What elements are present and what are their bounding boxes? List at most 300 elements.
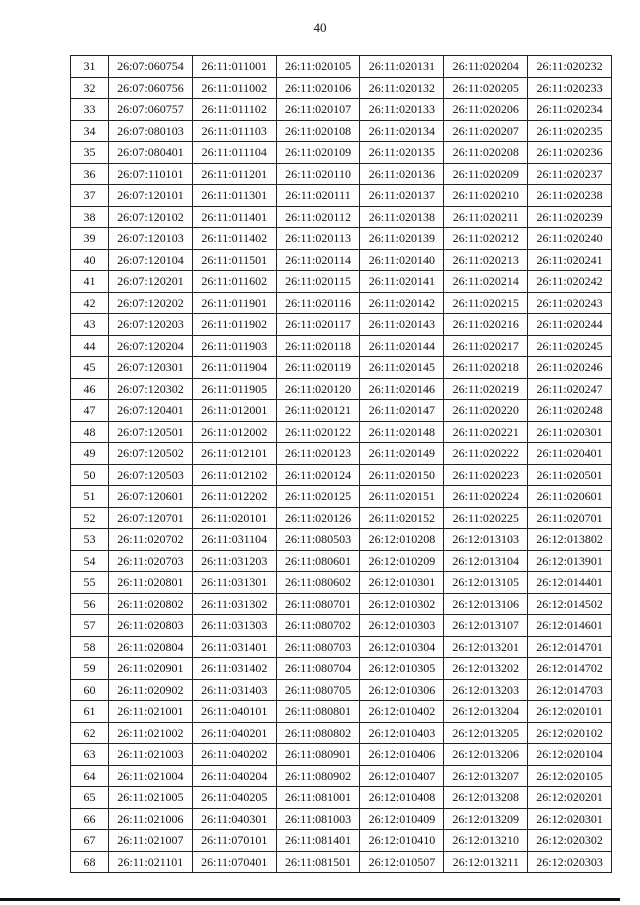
table-row: [71, 378, 612, 400]
row-number-cell: 34: [71, 120, 109, 142]
cadastral-number-cell: 26:11:020106: [276, 77, 360, 99]
cadastral-number-cell: 26:11:031104: [192, 529, 276, 551]
cadastral-number-cell: 26:11:020110: [276, 163, 360, 185]
cadastral-number-cell: 26:11:020141: [360, 271, 444, 293]
table-row: [71, 787, 612, 809]
cadastral-number-cell: 26:07:060756: [109, 77, 193, 99]
cadastral-number-cell: 26:07:120401: [109, 400, 193, 422]
table-row: [71, 679, 612, 701]
cadastral-number-cell: 26:11:020224: [444, 486, 528, 508]
cadastral-number-cell: 26:11:020216: [444, 314, 528, 336]
cadastral-number-cell: 26:07:120701: [109, 507, 193, 529]
cadastral-number-cell: 26:07:120202: [109, 292, 193, 314]
table-row: [71, 142, 612, 164]
cadastral-number-cell: 26:11:020214: [444, 271, 528, 293]
cadastral-number-cell: 26:12:013204: [444, 701, 528, 723]
cadastral-number-cell: 26:11:011103: [192, 120, 276, 142]
cadastral-number-cell: 26:11:020238: [528, 185, 612, 207]
cadastral-number-cell: 26:11:021003: [109, 744, 193, 766]
table-row: [71, 765, 612, 787]
cadastral-number-cell: 26:11:020145: [360, 357, 444, 379]
cadastral-number-cell: 26:11:020237: [528, 163, 612, 185]
row-number-cell: 45: [71, 357, 109, 379]
cadastral-number-cell: 26:11:021005: [109, 787, 193, 809]
cadastral-number-cell: 26:11:040301: [192, 808, 276, 830]
cadastral-number-cell: 26:11:020703: [109, 550, 193, 572]
cadastral-number-cell: 26:12:013201: [444, 636, 528, 658]
cadastral-number-cell: 26:11:020149: [360, 443, 444, 465]
cadastral-number-cell: 26:11:021004: [109, 765, 193, 787]
cadastral-number-cell: 26:07:060754: [109, 56, 193, 78]
cadastral-number-cell: 26:11:020211: [444, 206, 528, 228]
cadastral-number-cell: 26:12:014502: [528, 593, 612, 615]
table-body: [71, 56, 612, 873]
cadastral-number-cell: 26:11:020205: [444, 77, 528, 99]
cadastral-number-cell: 26:11:020108: [276, 120, 360, 142]
cadastral-number-cell: 26:11:020248: [528, 400, 612, 422]
table-row: [71, 507, 612, 529]
cadastral-number-cell: 26:11:020501: [528, 464, 612, 486]
cadastral-number-cell: 26:11:020123: [276, 443, 360, 465]
cadastral-number-cell: 26:07:080401: [109, 142, 193, 164]
cadastral-number-cell: 26:12:020105: [528, 765, 612, 787]
cadastral-number-cell: 26:11:020147: [360, 400, 444, 422]
cadastral-number-cell: 26:12:020303: [528, 851, 612, 873]
cadastral-number-cell: 26:12:013203: [444, 679, 528, 701]
row-number-cell: 57: [71, 615, 109, 637]
cadastral-number-cell: 26:12:013206: [444, 744, 528, 766]
cadastral-number-cell: 26:11:020232: [528, 56, 612, 78]
cadastral-number-cell: 26:11:011902: [192, 314, 276, 336]
cadastral-number-cell: 26:07:120204: [109, 335, 193, 357]
cadastral-number-cell: 26:11:020223: [444, 464, 528, 486]
row-number-cell: 66: [71, 808, 109, 830]
cadastral-number-cell: 26:11:020213: [444, 249, 528, 271]
row-number-cell: 46: [71, 378, 109, 400]
cadastral-number-cell: 26:07:120101: [109, 185, 193, 207]
cadastral-number-cell: 26:11:020241: [528, 249, 612, 271]
table-row: [71, 228, 612, 250]
cadastral-number-cell: 26:11:021001: [109, 701, 193, 723]
cadastral-number-cell: 26:11:020244: [528, 314, 612, 336]
cadastral-number-cell: 26:12:013104: [444, 550, 528, 572]
cadastral-number-cell: 26:12:013210: [444, 830, 528, 852]
row-number-cell: 63: [71, 744, 109, 766]
cadastral-number-cell: 26:11:020101: [192, 507, 276, 529]
cadastral-number-cell: 26:11:020122: [276, 421, 360, 443]
table-row: [71, 185, 612, 207]
cadastral-number-cell: 26:11:020236: [528, 142, 612, 164]
cadastral-number-cell: 26:11:020140: [360, 249, 444, 271]
row-number-cell: 65: [71, 787, 109, 809]
cadastral-number-cell: 26:11:031303: [192, 615, 276, 637]
row-number-cell: 37: [71, 185, 109, 207]
cadastral-number-cell: 26:11:020301: [528, 421, 612, 443]
cadastral-number-cell: 26:12:010410: [360, 830, 444, 852]
row-number-cell: 33: [71, 99, 109, 121]
row-number-cell: 44: [71, 335, 109, 357]
cadastral-number-cell: 26:11:020113: [276, 228, 360, 250]
cadastral-number-cell: 26:11:080702: [276, 615, 360, 637]
cadastral-number-cell: 26:12:010303: [360, 615, 444, 637]
cadastral-number-cell: 26:11:020701: [528, 507, 612, 529]
cadastral-number-cell: 26:12:014703: [528, 679, 612, 701]
cadastral-number-cell: 26:11:080602: [276, 572, 360, 594]
cadastral-number-cell: 26:11:012101: [192, 443, 276, 465]
cadastral-number-cell: 26:12:013208: [444, 787, 528, 809]
cadastral-number-cell: 26:11:020233: [528, 77, 612, 99]
cadastral-number-cell: 26:11:020112: [276, 206, 360, 228]
row-number-cell: 42: [71, 292, 109, 314]
table-row: [71, 206, 612, 228]
row-number-cell: 31: [71, 56, 109, 78]
cadastral-number-cell: 26:07:060757: [109, 99, 193, 121]
cadastral-number-cell: 26:12:020101: [528, 701, 612, 723]
table-row: [71, 830, 612, 852]
table-row: [71, 722, 612, 744]
row-number-cell: 51: [71, 486, 109, 508]
cadastral-number-cell: 26:11:031203: [192, 550, 276, 572]
cadastral-number-cell: 26:12:010302: [360, 593, 444, 615]
row-number-cell: 62: [71, 722, 109, 744]
table-row: [71, 314, 612, 336]
cadastral-number-cell: 26:12:013107: [444, 615, 528, 637]
cadastral-number-cell: 26:07:120502: [109, 443, 193, 465]
cadastral-number-cell: 26:11:081501: [276, 851, 360, 873]
cadastral-number-cell: 26:11:020111: [276, 185, 360, 207]
cadastral-number-cell: 26:11:020803: [109, 615, 193, 637]
cadastral-number-cell: 26:11:080901: [276, 744, 360, 766]
cadastral-number-cell: 26:12:010406: [360, 744, 444, 766]
cadastral-number-cell: 26:11:020132: [360, 77, 444, 99]
cadastral-number-cell: 26:11:020135: [360, 142, 444, 164]
cadastral-number-cell: 26:11:020105: [276, 56, 360, 78]
table-row: [71, 615, 612, 637]
cadastral-number-cell: 26:11:020133: [360, 99, 444, 121]
row-number-cell: 50: [71, 464, 109, 486]
cadastral-number-cell: 26:11:080701: [276, 593, 360, 615]
cadastral-number-cell: 26:07:120501: [109, 421, 193, 443]
table-row: [71, 808, 612, 830]
cadastral-number-cell: 26:11:011401: [192, 206, 276, 228]
cadastral-number-cell: 26:11:080705: [276, 679, 360, 701]
cadastral-number-cell: 26:11:020117: [276, 314, 360, 336]
cadastral-number-cell: 26:12:010403: [360, 722, 444, 744]
cadastral-number-cell: 26:11:020142: [360, 292, 444, 314]
cadastral-number-cell: 26:11:020115: [276, 271, 360, 293]
cadastral-number-cell: 26:11:020126: [276, 507, 360, 529]
cadastral-number-cell: 26:11:020247: [528, 378, 612, 400]
row-number-cell: 43: [71, 314, 109, 336]
cadastral-number-cell: 26:11:021006: [109, 808, 193, 830]
cadastral-number-cell: 26:11:011903: [192, 335, 276, 357]
row-number-cell: 61: [71, 701, 109, 723]
cadastral-number-cell: 26:12:020302: [528, 830, 612, 852]
cadastral-number-cell: 26:11:020401: [528, 443, 612, 465]
cadastral-number-cell: 26:11:020118: [276, 335, 360, 357]
cadastral-number-cell: 26:11:020204: [444, 56, 528, 78]
cadastral-number-cell: 26:11:011102: [192, 99, 276, 121]
row-number-cell: 49: [71, 443, 109, 465]
row-number-cell: 36: [71, 163, 109, 185]
cadastral-number-cell: 26:11:070101: [192, 830, 276, 852]
cadastral-number-cell: 26:11:020804: [109, 636, 193, 658]
cadastral-number-cell: 26:12:013211: [444, 851, 528, 873]
cadastral-number-cell: 26:07:120503: [109, 464, 193, 486]
cadastral-number-cell: 26:11:011905: [192, 378, 276, 400]
table-row: [71, 550, 612, 572]
cadastral-number-cell: 26:07:120104: [109, 249, 193, 271]
cadastral-number-cell: 26:11:081003: [276, 808, 360, 830]
cadastral-number-cell: 26:12:010408: [360, 787, 444, 809]
cadastral-number-cell: 26:12:020201: [528, 787, 612, 809]
cadastral-number-cell: 26:11:080802: [276, 722, 360, 744]
cadastral-number-cell: 26:11:020134: [360, 120, 444, 142]
cadastral-number-cell: 26:11:011104: [192, 142, 276, 164]
table-row: [71, 701, 612, 723]
cadastral-number-cell: 26:11:081401: [276, 830, 360, 852]
cadastral-number-cell: 26:12:013802: [528, 529, 612, 551]
cadastral-number-cell: 26:11:020210: [444, 185, 528, 207]
cadastral-number-cell: 26:11:020245: [528, 335, 612, 357]
cadastral-number-cell: 26:12:013103: [444, 529, 528, 551]
row-number-cell: 58: [71, 636, 109, 658]
table-row: [71, 572, 612, 594]
table-row: [71, 335, 612, 357]
cadastral-number-cell: 26:12:010306: [360, 679, 444, 701]
table-row: [71, 56, 612, 78]
cadastral-number-cell: 26:11:031302: [192, 593, 276, 615]
table-row: [71, 357, 612, 379]
table-row: [71, 249, 612, 271]
table-row: [71, 163, 612, 185]
cadastral-number-cell: 26:12:014401: [528, 572, 612, 594]
cadastral-number-cell: 26:12:020301: [528, 808, 612, 830]
table-row: [71, 851, 612, 873]
row-number-cell: 38: [71, 206, 109, 228]
cadastral-number-cell: 26:07:120203: [109, 314, 193, 336]
cadastral-number-cell: 26:11:020246: [528, 357, 612, 379]
cadastral-number-cell: 26:11:011602: [192, 271, 276, 293]
table-row: [71, 421, 612, 443]
row-number-cell: 56: [71, 593, 109, 615]
table-row: [71, 292, 612, 314]
cadastral-number-cell: 26:11:020150: [360, 464, 444, 486]
cadastral-number-cell: 26:11:080801: [276, 701, 360, 723]
cadastral-number-cell: 26:11:020222: [444, 443, 528, 465]
cadastral-number-cell: 26:11:020240: [528, 228, 612, 250]
cadastral-number-cell: 26:07:120301: [109, 357, 193, 379]
cadastral-number-cell: 26:11:021101: [109, 851, 193, 873]
cadastral-number-cell: 26:11:040101: [192, 701, 276, 723]
cadastral-number-cell: 26:11:020243: [528, 292, 612, 314]
table-row: [71, 636, 612, 658]
row-number-cell: 68: [71, 851, 109, 873]
cadastral-number-cell: 26:07:120601: [109, 486, 193, 508]
cadastral-number-cell: 26:11:012102: [192, 464, 276, 486]
cadastral-number-cell: 26:11:080704: [276, 658, 360, 680]
cadastral-number-cell: 26:11:011201: [192, 163, 276, 185]
cadastral-number-cell: 26:12:010304: [360, 636, 444, 658]
cadastral-number-cell: 26:12:013209: [444, 808, 528, 830]
cadastral-number-cell: 26:11:020801: [109, 572, 193, 594]
page-number: 40: [313, 20, 327, 35]
table-row: [71, 593, 612, 615]
cadastral-number-cell: 26:11:040201: [192, 722, 276, 744]
cadastral-number-cell: 26:11:011002: [192, 77, 276, 99]
cadastral-number-cell: 26:11:020146: [360, 378, 444, 400]
table-row: [71, 744, 612, 766]
cadastral-quarters-table: [70, 55, 612, 873]
cadastral-number-cell: 26:11:020239: [528, 206, 612, 228]
cadastral-number-cell: 26:11:031301: [192, 572, 276, 594]
cadastral-number-cell: 26:11:020225: [444, 507, 528, 529]
cadastral-number-cell: 26:12:013205: [444, 722, 528, 744]
cadastral-number-cell: 26:12:010409: [360, 808, 444, 830]
cadastral-number-cell: 26:07:120102: [109, 206, 193, 228]
cadastral-number-cell: 26:11:020209: [444, 163, 528, 185]
cadastral-number-cell: 26:11:020121: [276, 400, 360, 422]
cadastral-number-cell: 26:11:020137: [360, 185, 444, 207]
cadastral-number-cell: 26:07:120302: [109, 378, 193, 400]
row-number-cell: 60: [71, 679, 109, 701]
cadastral-number-cell: 26:11:020208: [444, 142, 528, 164]
cadastral-number-cell: 26:12:013106: [444, 593, 528, 615]
table-row: [71, 529, 612, 551]
cadastral-number-cell: 26:11:080703: [276, 636, 360, 658]
cadastral-number-cell: 26:11:020901: [109, 658, 193, 680]
table-row: [71, 486, 612, 508]
row-number-cell: 54: [71, 550, 109, 572]
cadastral-number-cell: 26:12:014702: [528, 658, 612, 680]
cadastral-number-cell: 26:11:011001: [192, 56, 276, 78]
cadastral-number-cell: 26:11:031402: [192, 658, 276, 680]
row-number-cell: 32: [71, 77, 109, 99]
cadastral-number-cell: 26:11:080503: [276, 529, 360, 551]
cadastral-number-cell: 26:11:020151: [360, 486, 444, 508]
cadastral-number-cell: 26:12:010507: [360, 851, 444, 873]
cadastral-number-cell: 26:11:020601: [528, 486, 612, 508]
cadastral-number-cell: 26:11:021007: [109, 830, 193, 852]
cadastral-number-cell: 26:11:020138: [360, 206, 444, 228]
cadastral-number-cell: 26:11:012001: [192, 400, 276, 422]
cadastral-number-cell: 26:11:020207: [444, 120, 528, 142]
row-number-cell: 40: [71, 249, 109, 271]
cadastral-number-cell: 26:11:020212: [444, 228, 528, 250]
cadastral-number-cell: 26:11:011301: [192, 185, 276, 207]
cadastral-number-cell: 26:11:020124: [276, 464, 360, 486]
table-row: [71, 400, 612, 422]
cadastral-number-cell: 26:12:013901: [528, 550, 612, 572]
cadastral-number-cell: 26:12:010407: [360, 765, 444, 787]
table-row: [71, 77, 612, 99]
cadastral-number-cell: 26:11:020215: [444, 292, 528, 314]
cadastral-number-cell: 26:11:020125: [276, 486, 360, 508]
cadastral-number-cell: 26:11:020114: [276, 249, 360, 271]
cadastral-number-cell: 26:11:021002: [109, 722, 193, 744]
cadastral-number-cell: 26:11:020235: [528, 120, 612, 142]
cadastral-number-cell: 26:11:020144: [360, 335, 444, 357]
cadastral-number-cell: 26:11:080902: [276, 765, 360, 787]
cadastral-number-cell: 26:11:020109: [276, 142, 360, 164]
table-row: [71, 120, 612, 142]
cadastral-number-cell: 26:11:020220: [444, 400, 528, 422]
cadastral-number-cell: 26:12:014601: [528, 615, 612, 637]
cadastral-number-cell: 26:11:081001: [276, 787, 360, 809]
cadastral-number-cell: 26:11:011402: [192, 228, 276, 250]
cadastral-number-cell: 26:11:020143: [360, 314, 444, 336]
cadastral-number-cell: 26:12:013105: [444, 572, 528, 594]
cadastral-number-cell: 26:11:031401: [192, 636, 276, 658]
cadastral-number-cell: 26:11:020148: [360, 421, 444, 443]
row-number-cell: 59: [71, 658, 109, 680]
row-number-cell: 64: [71, 765, 109, 787]
cadastral-number-cell: 26:11:020107: [276, 99, 360, 121]
row-number-cell: 67: [71, 830, 109, 852]
cadastral-number-cell: 26:11:020217: [444, 335, 528, 357]
cadastral-number-cell: 26:11:020702: [109, 529, 193, 551]
cadastral-number-cell: 26:11:020234: [528, 99, 612, 121]
cadastral-number-cell: 26:11:020206: [444, 99, 528, 121]
table-row: [71, 658, 612, 680]
cadastral-number-cell: 26:11:040202: [192, 744, 276, 766]
row-number-cell: 41: [71, 271, 109, 293]
cadastral-number-cell: 26:11:012002: [192, 421, 276, 443]
cadastral-number-cell: 26:11:020902: [109, 679, 193, 701]
cadastral-number-cell: 26:12:010209: [360, 550, 444, 572]
cadastral-number-cell: 26:11:040205: [192, 787, 276, 809]
cadastral-number-cell: 26:12:014701: [528, 636, 612, 658]
cadastral-number-cell: 26:12:010301: [360, 572, 444, 594]
cadastral-number-cell: 26:11:011901: [192, 292, 276, 314]
row-number-cell: 55: [71, 572, 109, 594]
table-row: [71, 464, 612, 486]
cadastral-number-cell: 26:07:110101: [109, 163, 193, 185]
cadastral-number-cell: 26:11:020131: [360, 56, 444, 78]
cadastral-number-cell: 26:11:040204: [192, 765, 276, 787]
cadastral-number-cell: 26:12:020102: [528, 722, 612, 744]
row-number-cell: 53: [71, 529, 109, 551]
cadastral-number-cell: 26:11:020139: [360, 228, 444, 250]
cadastral-number-cell: 26:07:080103: [109, 120, 193, 142]
cadastral-number-cell: 26:12:010402: [360, 701, 444, 723]
row-number-cell: 39: [71, 228, 109, 250]
row-number-cell: 48: [71, 421, 109, 443]
cadastral-number-cell: 26:11:011904: [192, 357, 276, 379]
cadastral-number-cell: 26:11:020221: [444, 421, 528, 443]
cadastral-number-cell: 26:11:020802: [109, 593, 193, 615]
cadastral-number-cell: 26:11:020119: [276, 357, 360, 379]
cadastral-number-cell: 26:11:011501: [192, 249, 276, 271]
row-number-cell: 47: [71, 400, 109, 422]
cadastral-number-cell: 26:11:020242: [528, 271, 612, 293]
cadastral-number-cell: 26:12:013207: [444, 765, 528, 787]
cadastral-number-cell: 26:12:010208: [360, 529, 444, 551]
cadastral-number-cell: 26:11:070401: [192, 851, 276, 873]
table-row: [71, 271, 612, 293]
cadastral-number-cell: 26:12:020104: [528, 744, 612, 766]
row-number-cell: 52: [71, 507, 109, 529]
row-number-cell: 35: [71, 142, 109, 164]
bottom-rule: [0, 898, 620, 901]
cadastral-number-cell: 26:11:020218: [444, 357, 528, 379]
cadastral-number-cell: 26:11:080601: [276, 550, 360, 572]
cadastral-number-cell: 26:07:120201: [109, 271, 193, 293]
cadastral-number-cell: 26:11:031403: [192, 679, 276, 701]
cadastral-number-cell: 26:11:020152: [360, 507, 444, 529]
cadastral-number-cell: 26:11:020136: [360, 163, 444, 185]
cadastral-number-cell: 26:11:012202: [192, 486, 276, 508]
